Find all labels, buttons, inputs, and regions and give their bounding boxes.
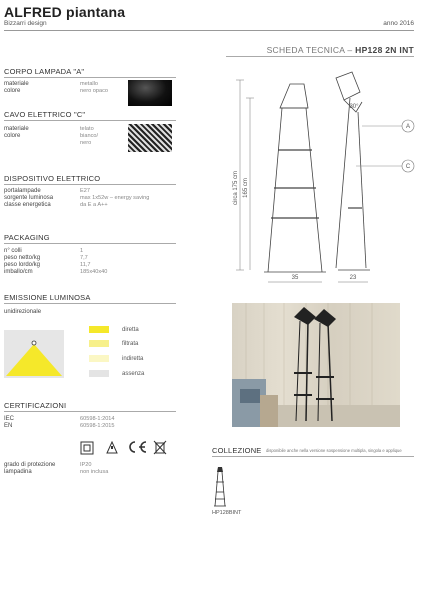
emission-diagram (4, 330, 64, 378)
technical-drawing (228, 68, 424, 290)
packaging-value-0: 1 (80, 248, 84, 254)
emissione-title: EMISSIONE LUMINOSA (4, 293, 91, 302)
front-frame (268, 108, 322, 272)
angle-label: 30° (349, 104, 359, 110)
side-view (336, 72, 370, 270)
designer: Bizzarri design (4, 20, 47, 27)
corpo-value-colore: nero opaco (80, 88, 108, 94)
collezione-title: COLLEZIONE (212, 446, 262, 455)
scheda-divider (226, 56, 414, 57)
cert-label-en: EN (4, 423, 13, 429)
collezione-code: HP128BINT (212, 510, 242, 516)
front-lampshade (280, 84, 308, 108)
cavo-value-colore-2: nero (80, 140, 92, 146)
width-side-label: 23 (349, 275, 357, 281)
dispositivo-title: DISPOSITIVO ELETTRICO (4, 174, 101, 183)
packaging-title: PACKAGING (4, 233, 50, 242)
lampadina-value: non inclusa (80, 469, 109, 475)
packaging-divider (4, 243, 176, 244)
cert-value-iec: 60598-1:2014 (80, 416, 115, 422)
product-title: ALFRED piantana (4, 4, 126, 20)
certificazioni-divider (4, 411, 176, 412)
class-ii-triangle-icon (106, 441, 118, 455)
scheda-code: HP128 2N INT (355, 45, 414, 55)
ce-icon (126, 440, 148, 454)
cavo-value-colore: bianco/ (80, 133, 99, 139)
grado-value: IP20 (80, 462, 92, 468)
dispositivo-label-0: portalampade (4, 188, 41, 194)
corpo-title: CORPO LAMPADA "A" (4, 67, 85, 76)
packaging-value-3: 185x40x40 (80, 269, 108, 275)
dispositivo-value-0: E27 (80, 188, 90, 194)
legend-swatch-assenza (89, 370, 109, 377)
dispositivo-divider (4, 184, 176, 185)
packaging-value-1: 7,7 (80, 255, 88, 261)
legend-swatch-indiretta (89, 355, 109, 362)
collection-thumbnail (212, 466, 228, 508)
certificazioni-title: CERTIFICAZIONI (4, 401, 67, 410)
width-front-label: 35 (291, 275, 299, 281)
front-view (264, 84, 326, 272)
packaging-label-2: peso lordo/kg (4, 262, 41, 268)
no-bin-icon (153, 440, 167, 455)
product-photo (232, 303, 400, 427)
cavo-label-colore: colore (4, 133, 21, 139)
header-divider (4, 30, 414, 31)
scheda-tecnica-heading (267, 45, 414, 55)
side-cable (336, 98, 350, 268)
callout-c-label: C (405, 164, 411, 170)
legend-swatch-diretta (89, 326, 109, 333)
packaging-label-1: peso netto/kg (4, 255, 41, 261)
emissione-sub: unidirezionale (4, 309, 42, 315)
corpo-value-materiale: metallo (80, 81, 99, 87)
cavo-value-materiale: telato (80, 126, 94, 132)
emissione-divider (4, 303, 176, 304)
packaging-label-0: n° colli (4, 248, 22, 254)
callout-a-label: A (405, 124, 411, 130)
emission-lamp-dot (32, 341, 36, 345)
dispositivo-label-1: sorgente luminosa (4, 195, 54, 201)
year: anno 2016 (383, 20, 414, 27)
cavo-title: CAVO ELETTRICO "C" (4, 110, 86, 119)
side-rod (358, 112, 366, 268)
corpo-material-swatch (128, 80, 172, 106)
legend-swatch-filtrata (89, 340, 109, 347)
corpo-label-materiale: materiale (4, 81, 29, 87)
corpo-divider (4, 77, 176, 78)
cert-label-iec: IEC (4, 416, 15, 422)
double-insulation-icon (80, 441, 94, 455)
legend-label-filtrata: filtrata (122, 341, 139, 347)
cavo-material-swatch (128, 124, 172, 152)
height-inner-label: 165 cm (243, 178, 249, 198)
height-outer-label: circa 175 cm (233, 170, 239, 206)
legend-label-indiretta: indiretta (122, 356, 144, 362)
legend-label-assenza: assenza (122, 371, 145, 377)
cavo-label-materiale: materiale (4, 126, 29, 132)
scheda-prefix: SCHEDA TECNICA – (266, 45, 353, 55)
collezione-divider (212, 456, 414, 457)
dispositivo-label-2: classe energetica (4, 202, 51, 208)
packaging-label-3: imballo/cm (4, 269, 33, 275)
dispositivo-value-2: da E a A++ (80, 202, 108, 208)
cert-value-en: 60598-1:2015 (80, 423, 115, 429)
packaging-value-2: 11,7 (80, 262, 91, 268)
dispositivo-value-1: max 1x52w – energy saving (80, 195, 150, 201)
corpo-label-colore: colore (4, 88, 21, 94)
legend-label-diretta: diretta (122, 327, 139, 333)
lampadina-label: lampadina (4, 469, 32, 475)
cavo-divider (4, 120, 176, 121)
side-lampshade (336, 72, 360, 100)
collezione-note: disponibile anche nella versione sospensione multipla, singola e applique (266, 448, 402, 453)
grado-label: grado di protezione (4, 462, 56, 468)
